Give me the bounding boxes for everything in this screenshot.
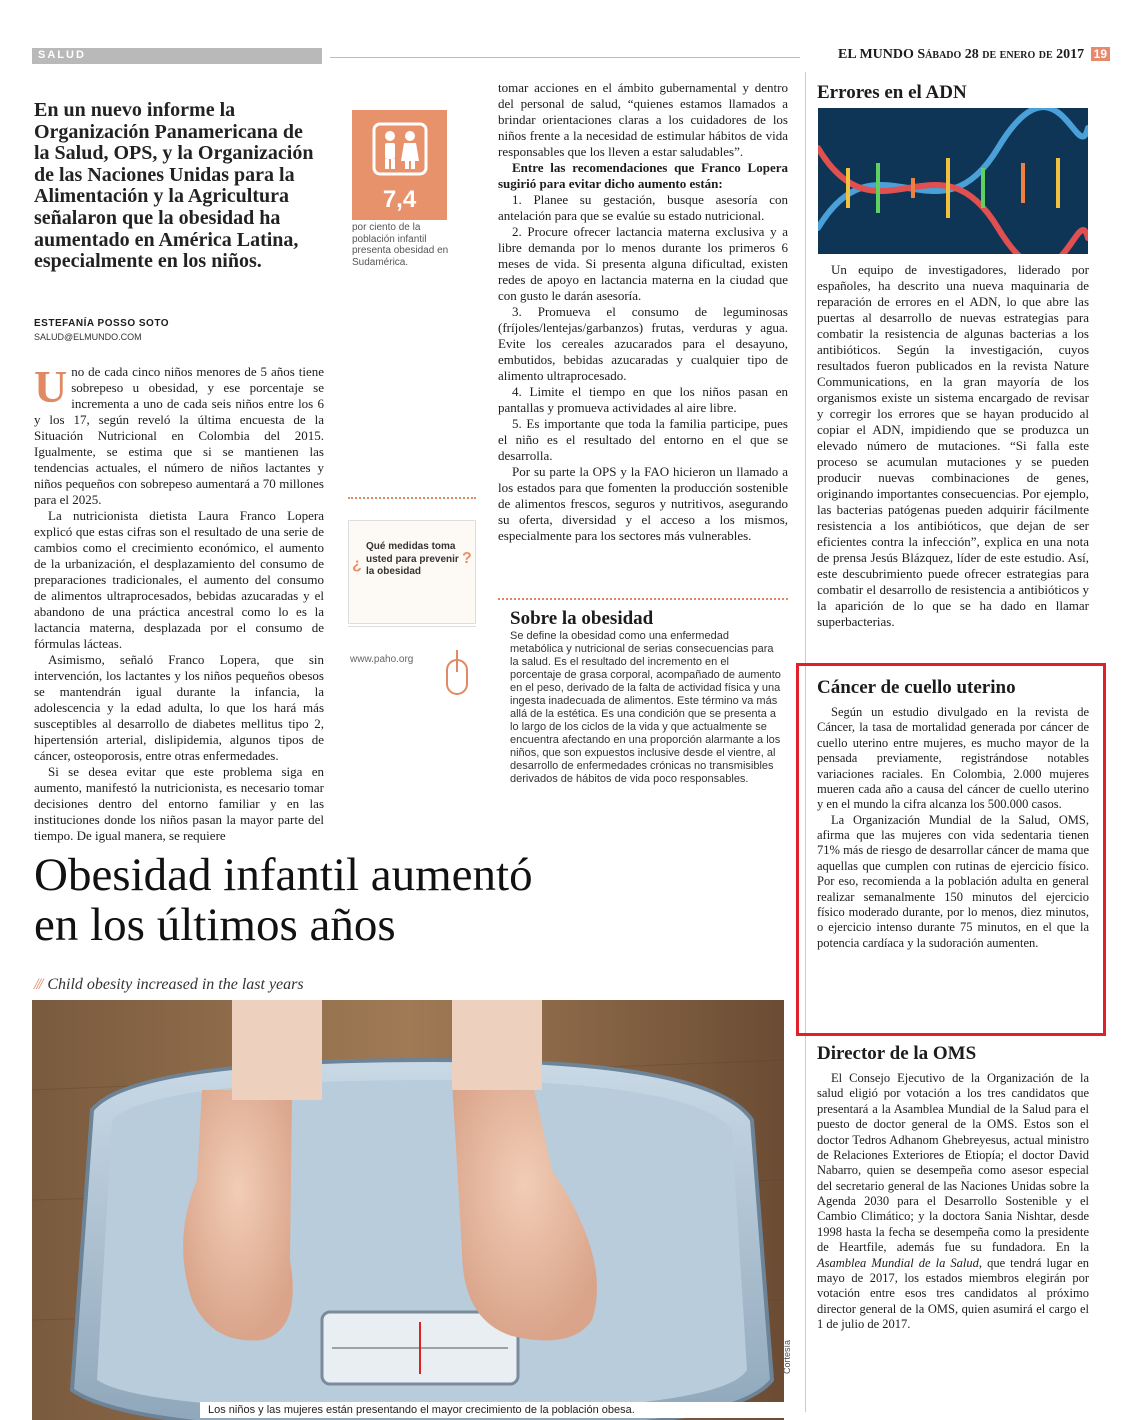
cancer-title: Cáncer de cuello uterino [817, 677, 1016, 698]
deck [34, 976, 304, 994]
question-text: Qué medidas toma usted para prevenir la obesidad [366, 541, 459, 577]
main-headline [34, 850, 794, 951]
dropcap: U [34, 361, 68, 412]
byline-email: SALUD@ELMUNDO.COM [34, 332, 142, 342]
article-column-1 [34, 361, 324, 844]
dna-helix-image [818, 108, 1088, 254]
paragraph: tomar acciones en el ámbito gubernamental y dentro del personal de salud, “quienes estamos llamados a brindar orientaciones claras a los cuidadores de los niños frente a la necesidad de estimular hábitos de vida responsables que los lleven a estar saludables”. [498, 80, 788, 159]
dotted-rule [498, 598, 788, 600]
headline-line-2: en los últimos años [34, 899, 396, 952]
article-column-3 [498, 80, 788, 544]
paragraph-bold: Entre las recomendaciones que Franco Lopera sugirió para evitar dicho aumento están: [498, 159, 788, 191]
issue-date: Sábado 28 de enero de 2017 [917, 47, 1085, 62]
recommendation-5: 5. Es importante que toda la familia participe, pues el niño es el resultado del entorno en el que se desarrolla. [498, 415, 788, 463]
stat-caption: por ciento de la población infantil presenta obesidad en Sudamérica. [352, 222, 449, 268]
cancer-section [817, 677, 1089, 951]
paragraph: La Organización Mundial de la Salud, OMS, afirma que las mujeres con vida sedentaria tienen 71% más de riesgo de desarrollar cáncer de mama que aquellas que cumplen con rutinas de ejercicio físico. Por eso, recomienda a la población adulta en general realizar semanalmente 150 minutos del ejercicio físico moderado durante, por lo menos, diez minutos, o ejercicio intenso durante 75 minutos, en el que la potencia cardíaca y la sudoración aumenten. [817, 812, 1089, 950]
headline-line-1: Obesidad infantil aumentó [34, 849, 533, 901]
adn-section [817, 82, 1089, 110]
paragraph: Uno de cada cinco niños menores de 5 años tiene sobrepeso u obesidad, y ese porcentaje se incrementa a uno de cada seis niños entre los 6 y los 17, según reveló la última encuesta de la Situación Nutricional en Colombia del 2015. Igualmente, se estima que si se mantienen las tendencias actuales, el número de niños lactantes y niños pequeños con sobrepeso aumentará a 70 millones para el 2025. [34, 361, 324, 507]
paragraph: Asimismo, señaló Franco Lopera, que sin intervención, los lactantes y los niños pequeños obesos se mantendrán igual durante la infancia, la adolescencia y la edad adulta, lo que los hará más susceptibles al desarrollo de diabetes mellitus tipo 2, hipertensión arterial, dislipidemia, algunos tipos de cáncer, osteoporosis, entre otras enfermedades. [34, 651, 324, 763]
recommendation-2: 2. Procure ofrecer lactancia materna exclusiva y a libre demanda por lo menos durante los primeros 6 meses de vida. Si presenta alguna dificultad, existen redes de apoyo en lactancia materna en la ciudad que con gusto le darán asesoría. [498, 223, 788, 303]
stat-infobox [352, 110, 447, 220]
adn-title: Errores en el ADN [817, 82, 967, 103]
paragraph: La nutricionista dietista Laura Franco Lopera explicó que estas cifras son el resultado de una serie de cambios como el crecimiento económico, el aumento de la urbanización, el desplazamiento del consumo de preparaciones tradicionales, el aumento del consumo de alimentos ultraprocesados, bebidas azucaradas y el abandono de una práctica ancestral como lo es la lactancia materna, desplazada por el consumo de fórmulas lácteas. [34, 507, 324, 651]
recommendation-3: 3. Promueva el consumo de leguminosas (fríjoles/lentejas/garbanzos) frutas, verduras y agua. Evite los cereales azucarados para el desayuno, embutidos, bebidas azucaradas y cualquier tipo de alimento ultraprocesado. [498, 303, 788, 383]
deck-slashes: /// [34, 976, 42, 993]
source-url[interactable]: www.paho.org [350, 654, 414, 665]
recommendation-1: 1. Planee su gestación, busque asesoría con antelación para que se evalúe su estado nutricional. [498, 191, 788, 223]
deck-text: Child obesity increased in the last years [47, 976, 304, 993]
child-on-scale-image [32, 1000, 784, 1420]
byline-author: ESTEFANÍA POSSO SOTO [34, 318, 170, 329]
paragraph: Si se desea evitar que este problema siga en aumento, manifestó la nutricionista, es necesario tomar decisiones dentro del entorno familiar y en las instituciones donde los niños pasan la mayor parte del tiempo. De igual manera, se requiere [34, 763, 324, 843]
sobre-body: Se define la obesidad como una enfermedad metabólica y nutricional de serias consecuencias para la salud. Es el resultado del incremento en el porcentaje de grasa corporal, acompañado de aumento en el peso, derivado de la falta de actividad física y una ingesta inadecuada de alimentos. Este término va más allá de la estética. Es una condición que se presenta a lo largo de los ciclos de la vida y que actualmente se encuentra afectando en una proporción alarmante a los niños, que son expuestos inclusive desde el vientre, al desarrollo de enfermedades crónicas no transmisibles derivados de hábitos de vida poco responsables. [510, 630, 781, 785]
stat-number: 7,4 [382, 186, 417, 213]
dna-image [818, 108, 1088, 254]
oms-title: Director de la OMS [817, 1043, 977, 1064]
sobre-title: Sobre la obesidad [510, 608, 654, 629]
paragraph: El Consejo Ejecutivo de la Organización de la salud eligió por votación a los tres candidatos que presentará a la Asamblea Mundial de la Salud para el puesto de doctor general de la OMS. Estos son el doctor Tedros Adhanom Ghebreyesus, actual ministro de Relaciones Exteriores de Etiopía; el doctor David Nabarro, quien se desempeña como asesor especial del secretario general de las Naciones Unidas sobre la Agenda 2030 para el Desarrollo Sostenible y el Cambio Climático; y la doctora Sania Nishtar, desde 1998 hasta la fecha se desempeña como la presidente de Heartfile, además fue su fundadora. En la Asamblea Mundial de la Salud, que tendrá lugar en mayo de 2017, los estados miembros elegirán por votación entre esos tres candidatos al próximo director general de la OMS, quien asumirá el cargo el 1 de julio de 2017. [817, 1071, 1090, 1331]
paragraph: Según un estudio divulgado en la revista de Cáncer, la tasa de mortalidad generada por cáncer de cuello uterino entre mujeres, es mucho mayor de la pensada previamente, registrándose notables variaciones raciales. En Colombia, 2.000 mujeres mueren cada año a causa del cáncer de cuello uterino y en el mundo la cifra alcanza los 500.000 casos. [817, 705, 1089, 812]
mouse-icon [444, 650, 470, 696]
scale-photo [32, 1000, 784, 1420]
adn-body: Un equipo de investigadores, liderado por españoles, ha descrito una nueva maquinaria de reparación de errores en el ADN, lo que abre las puertas al desarrollo de nuevas estrategias para combatir la resistencia de algunas bacterias a los antibióticos. Según la investigación, cuyos resultados fueron publicados en la revista Nature Communications, en la gran mayoría de los organismos existe un sistema encargado de revisar y corregir los errores que se hayan producido al copiar el ADN, impidiendo que se produzca un elevado número de mutaciones. “Si falla este proceso se acumulan mutaciones y se pueden producir nuevas combinaciones de genes, originando importantes consecuencias. Por ejemplo, las bacterias patógenas pueden adquirir fácilmente resistencia a los antibióticos, que dejan de ser eficientes contra la infección”, explica en una nota de prensa Jesús Blázquez, líder de este estudio. Así, este descubrimiento puede ofrecer estrategias para combatir el desarrollo de resistencia a antibióticos y la aparición de lo que se ha dado en llamar superbacterias. [817, 262, 1089, 629]
photo-credit: Cortesía [782, 1340, 792, 1375]
lede: En un nuevo informe la Organización Panamericana de la Salud, OPS, y la Organización de las Naciones Unidas para la Alimentación y la Agricultura señalaron que la obesidad ha aumentado en América Latina, especialmente en los niños. [34, 99, 314, 273]
section-tag: SALUD [32, 48, 322, 64]
recommendation-4: 4. Limite el tiempo en que los niños pasan en pantallas y promueva actividades al aire libre. [498, 383, 788, 415]
paragraph: Por su parte la OPS y la FAO hicieron un llamado a los estados para que fomenten la producción sostenible de alimentos frescos, seguros y nutritivos, asegurando su oferta, diversidad y el acceso a los mismos, especialmente para los sectores más vulnerables. [498, 463, 788, 543]
box-divider [348, 626, 476, 627]
paper-name: EL MUNDO [838, 47, 914, 62]
photo-caption: Los niños y las mujeres están presentando el mayor crecimiento de la población obesa. [200, 1402, 800, 1418]
question-close-mark: ? [462, 550, 472, 567]
masthead [790, 47, 1110, 63]
children-icon [352, 116, 447, 196]
question-open-mark: ¿ [352, 556, 362, 573]
page-number: 19 [1091, 47, 1110, 61]
oms-section [817, 1043, 1089, 1332]
dotted-rule [348, 497, 476, 499]
masthead-rule [330, 57, 800, 58]
